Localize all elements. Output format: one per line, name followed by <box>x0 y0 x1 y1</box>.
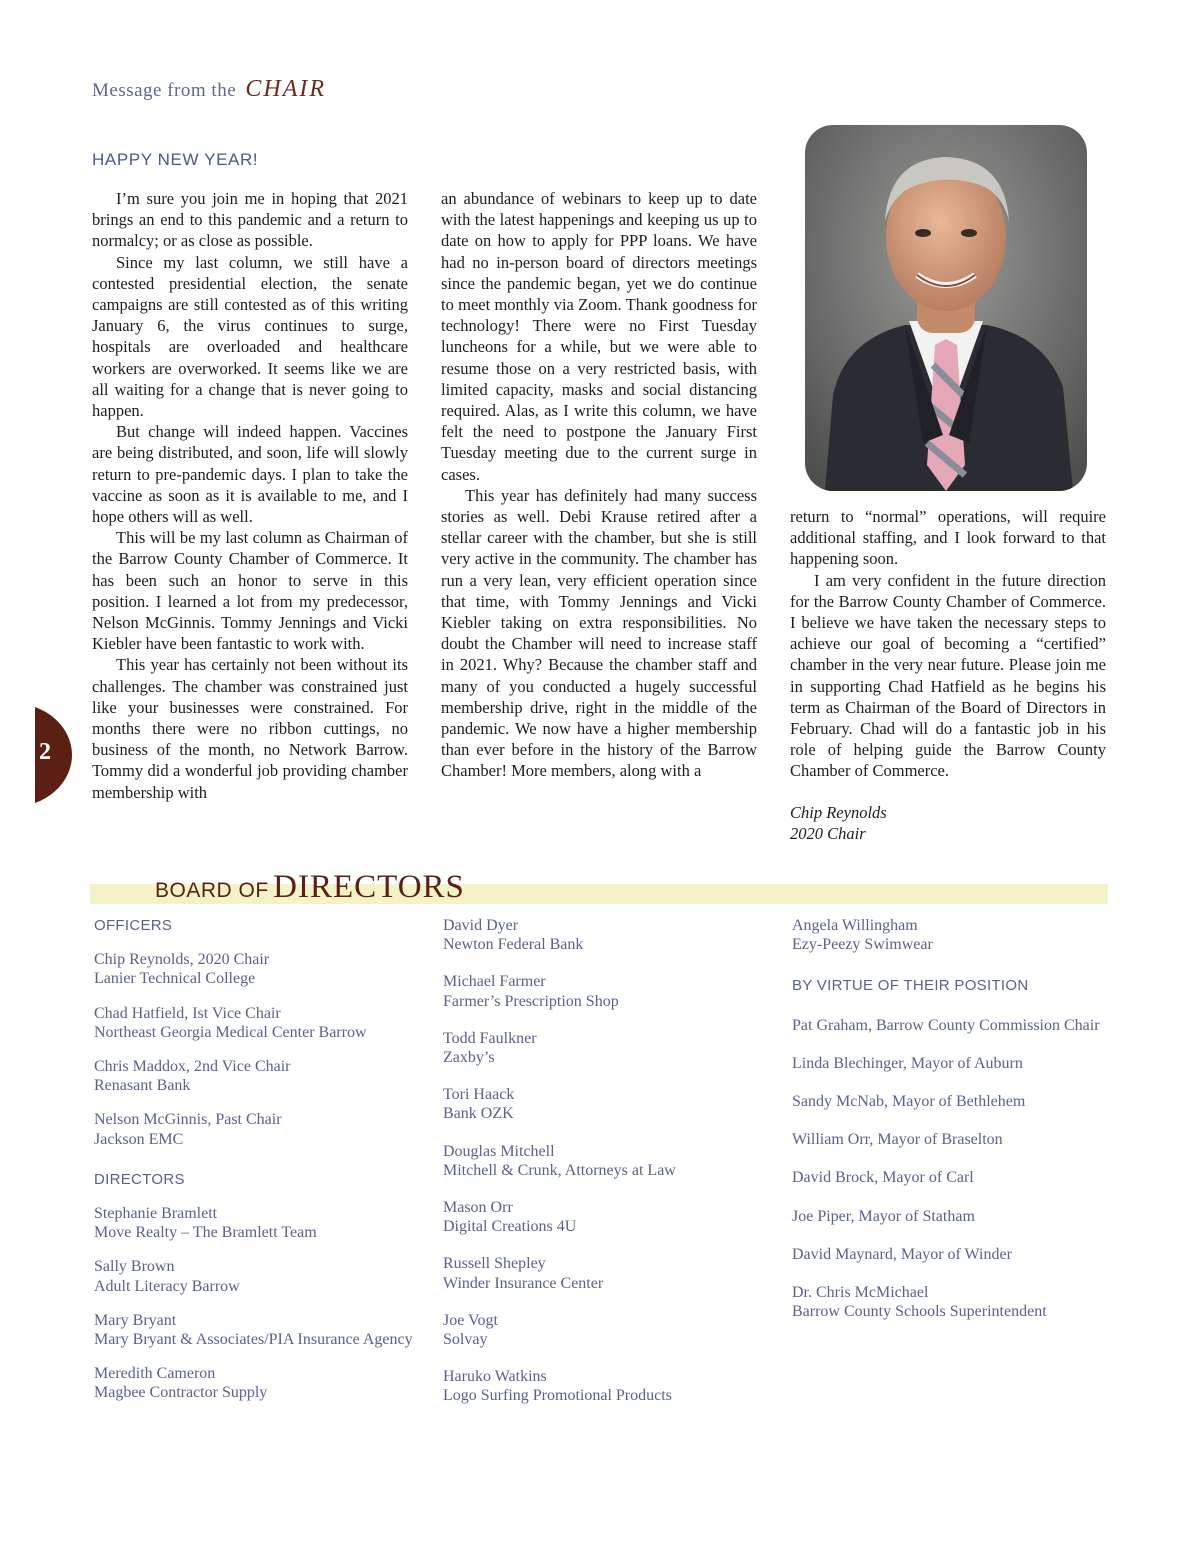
member-name: David Maynard, Mayor of Winder <box>792 1245 1012 1263</box>
member-org: Winder Insurance Center <box>443 1274 604 1292</box>
board-entry <box>443 1367 773 1405</box>
member-org: Jackson EMC <box>94 1130 184 1148</box>
member-name: Douglas Mitchell <box>443 1142 555 1160</box>
board-entry <box>94 1257 424 1295</box>
member-name: Linda Blechinger, Mayor of Auburn <box>792 1054 1023 1072</box>
board-entry <box>792 1016 1122 1035</box>
board-entry <box>792 1054 1122 1073</box>
member-name: Meredith Cameron <box>94 1365 216 1383</box>
member-name: Russell Shepley <box>443 1255 546 1273</box>
board-entry <box>443 916 773 954</box>
member-org: Logo Surfing Promotional Products <box>443 1387 672 1405</box>
board-entry <box>792 1245 1122 1264</box>
letter-paragraph: Since my last column, we still have a contested presidential election, the senate campaigns are still contested as of this writing January 6, the virus continues to surge, hospitals are overloaded and healthcare workers are overworked. It seems like we are all waiting for a change that is never going to happen. <box>92 252 408 421</box>
member-org: Barrow County Schools Superintendent <box>792 1303 1047 1321</box>
member-org: Northeast Georgia Medical Center Barrow <box>94 1023 367 1041</box>
header-prefix: Message from the <box>92 80 237 101</box>
member-org: Move Realty – The Bramlett Team <box>94 1224 317 1242</box>
page-number: 2 <box>39 739 51 765</box>
member-name: William Orr, Mayor of Braselton <box>792 1131 1003 1149</box>
officers-label: OFFICERS <box>94 917 173 934</box>
signature-name: Chip Reynolds <box>790 802 887 822</box>
signature-title: 2020 Chair <box>790 823 866 843</box>
board-entry <box>792 1130 1122 1149</box>
virtue-label: BY VIRTUE OF THEIR POSITION <box>792 977 1029 995</box>
member-name: Pat Graham, Barrow County Commission Chair <box>792 1016 1100 1034</box>
board-entry <box>443 1198 773 1236</box>
board-column-2 <box>443 916 773 1406</box>
board-title <box>155 869 465 906</box>
signature <box>790 802 1106 844</box>
board-entry <box>443 1029 773 1067</box>
board-entry <box>443 1085 773 1123</box>
member-name: Nelson McGinnis, Past Chair <box>94 1111 282 1129</box>
board-column-1 <box>94 916 424 1403</box>
letter-paragraph: This year has certainly not been without its challenges. The chamber was constrained just like your businesses were constrained. For months there were no ribbon cuttings, no business of the month, no Network Barrow. Tommy did a wonderful job providing chamber membership with <box>92 655 408 802</box>
member-name: Joe Piper, Mayor of Statham <box>792 1207 975 1225</box>
member-org: Farmer’s Prescription Shop <box>443 992 619 1010</box>
member-name: Angela Willingham <box>792 917 918 934</box>
member-name: Mary Bryant <box>94 1311 177 1329</box>
member-name: Dr. Chris McMichael <box>792 1284 929 1302</box>
board-entry <box>94 1004 424 1042</box>
board-entry <box>792 1207 1122 1226</box>
member-name: Todd Faulkner <box>443 1029 537 1047</box>
board-title-small: BOARD OF <box>155 879 269 902</box>
letter-paragraph: an abundance of webinars to keep up to date with the latest happenings and keeping us up to date on how to apply for PPP loans. We have had no in-person board of directors meetings since the pandemic began, yet we do continue to meet monthly via Zoom. Thank goodness for technology! There were no First Tuesday luncheons for a while, but we were able to resume those on a very restricted basis, with limited capacity, masks and social distancing required. Alas, as I write this column, we have felt the need to postpone the January First Tuesday meeting due to the current surge in cases. <box>441 189 757 484</box>
board-entry <box>792 1092 1122 1111</box>
member-org: Zaxby’s <box>443 1049 495 1067</box>
member-name: Joe Vogt <box>443 1311 498 1329</box>
chair-portrait-photo <box>805 125 1087 491</box>
member-name: Chris Maddox, 2nd Vice Chair <box>94 1058 291 1076</box>
member-org: Magbee Contractor Supply <box>94 1384 268 1402</box>
board-title-big: DIRECTORS <box>273 869 465 905</box>
member-org: Digital Creations 4U <box>443 1218 577 1236</box>
board-entry <box>443 972 773 1010</box>
member-name: David Brock, Mayor of Carl <box>792 1169 974 1187</box>
board-entry <box>792 916 1122 954</box>
member-name: Sally Brown <box>94 1258 175 1276</box>
board-entry <box>94 950 424 988</box>
letter-paragraph: This year has definitely had many success stories as well. Debi Krause retired after a stellar career with the chamber, but she is still very active in the community. The chamber has run a very lean, very efficient operation since that time, with Tommy Jennings and Vicki Kiebler taking on extra responsibilities. No doubt the Chamber will need to increase staff in 2021. Why? Because the chamber staff and many of you conducted a hugely successful membership drive, right in the middle of the pandemic. We now have a higher membership than ever before in the history of the Barrow Chamber! More members, along with a <box>441 485 757 781</box>
directors-label: DIRECTORS <box>94 1170 185 1188</box>
board-entry <box>792 1168 1122 1187</box>
member-org: Mitchell & Crunk, Attorneys at Law <box>443 1161 676 1179</box>
letter-column-3 <box>790 506 1106 844</box>
member-name: David Dyer <box>443 917 519 934</box>
board-entry <box>94 1057 424 1095</box>
member-org: Newton Federal Bank <box>443 936 584 954</box>
member-org: Bank OZK <box>443 1105 514 1123</box>
letter-paragraph: This will be my last column as Chairman of the Barrow County Chamber of Commerce. It has been such an honor to serve in this position. I learned a lot from my predecessor, Nelson McGinnis. Tommy Jennings and Vicki Kiebler have been fantastic to work with. <box>92 528 408 654</box>
member-org: Adult Literacy Barrow <box>94 1277 240 1295</box>
member-org: Solvay <box>443 1331 488 1349</box>
board-entry <box>94 1364 424 1402</box>
board-column-3 <box>792 916 1122 1321</box>
member-name: Michael Farmer <box>443 973 546 991</box>
greeting-heading: HAPPY NEW YEAR! <box>92 150 259 169</box>
member-name: Sandy McNab, Mayor of Bethlehem <box>792 1093 1026 1111</box>
letter-paragraph: I’m sure you join me in hoping that 2021 brings an end to this pandemic and a return to normalcy; or as close as possible. <box>92 189 408 251</box>
member-org: Mary Bryant & Associates/PIA Insurance Agency <box>94 1331 413 1349</box>
letter-paragraph: But change will indeed happen. Vaccines are being distributed, and soon, life will slowly return to pre-pandemic days. I plan to take the vaccine as soon as it is available to me, and I hope others will as well. <box>92 422 408 527</box>
member-name: Tori Haack <box>443 1086 515 1104</box>
board-entry <box>94 1311 424 1349</box>
board-entry <box>792 1283 1122 1321</box>
member-name: Haruko Watkins <box>443 1368 547 1386</box>
header-section: CHAIR <box>245 76 327 102</box>
letter-paragraph: return to “normal” operations, will require additional staffing, and I look forward to that happening soon. <box>790 507 1106 569</box>
board-entry <box>443 1142 773 1180</box>
board-entry <box>94 1110 424 1148</box>
page-header <box>92 76 326 103</box>
member-name: Mason Orr <box>443 1199 513 1217</box>
page-tab-edge <box>0 700 35 810</box>
member-org: Renasant Bank <box>94 1077 191 1095</box>
board-entry <box>443 1254 773 1292</box>
member-name: Chip Reynolds, 2020 Chair <box>94 951 270 969</box>
letter-paragraph: I am very confident in the future direction for the Barrow County Chamber of Commerce. I believe we have taken the necessary steps to achieve our goal of becoming a “certified” chamber in the very near future. Please join me in supporting Chad Hatfield as he begins his term as Chairman of the Board of Directors in February. Chad will do a fantastic job in his role of helping guide the Barrow County Chamber of Commerce. <box>790 570 1106 781</box>
member-name: Stephanie Bramlett <box>94 1205 218 1223</box>
member-org: Ezy-Peezy Swimwear <box>792 936 933 954</box>
letter-column-1 <box>92 188 408 803</box>
member-org: Lanier Technical College <box>94 970 256 988</box>
letter-column-2 <box>441 188 757 782</box>
board-entry <box>443 1311 773 1349</box>
member-name: Chad Hatfield, Ist Vice Chair <box>94 1004 281 1022</box>
board-entry <box>94 1204 424 1242</box>
